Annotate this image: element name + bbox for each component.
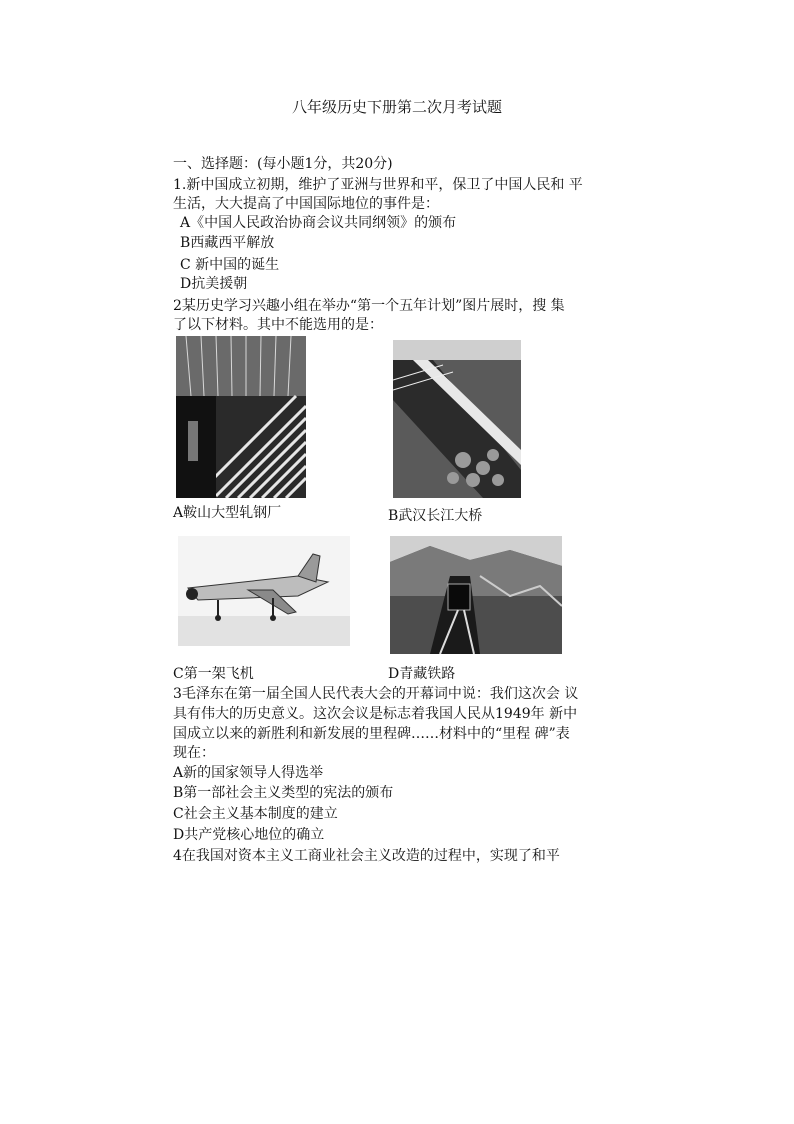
steel-mill-photo (176, 336, 306, 498)
q1-stem-line2: 生活，大大提高了中国国际地位的事件是： (173, 196, 439, 212)
q2-stem-line1: 2某历史学习兴趣小组在举办“第一个五年计划”图片展时，搜 集 (173, 298, 565, 314)
q3-stem-line1: 3毛泽东在第一届全国人民代表大会的开幕词中说：我们这次会 议 (173, 686, 579, 702)
q3-stem-line3: 国成立以来的新胜利和新发展的里程碑……材料中的“里程 碑”表 (173, 726, 570, 742)
q1-stem-line1: 1.新中国成立初期，维护了亚洲与世界和平，保卫了中国人民和 平 (173, 177, 583, 193)
q3-option-a: A新的国家领导人得选举 (173, 765, 324, 781)
q3-option-c: C社会主义基本制度的建立 (173, 806, 338, 822)
q3-option-b: B第一部社会主义类型的宪法的颁布 (173, 785, 394, 801)
q2-caption-a: A鞍山大型轧钢厂 (173, 505, 282, 521)
section-heading: 一、选择题：(每小题1分，共20分) (173, 156, 393, 172)
q3-option-d: D共产党核心地位的确立 (173, 827, 325, 843)
bridge-photo (393, 340, 521, 498)
q1-option-c: C 新中国的诞生 (180, 257, 280, 273)
q1-option-b: B西藏西平解放 (180, 235, 275, 251)
railway-photo (390, 536, 562, 654)
airplane-photo (178, 536, 350, 646)
q3-stem-line4: 现在： (173, 745, 215, 761)
q2-caption-b: B武汉长江大桥 (388, 508, 483, 524)
q2-stem-line2: 了以下材料。其中不能选用的是： (173, 317, 383, 333)
page-title: 八年级历史下册第二次月考试题 (291, 98, 502, 116)
q1-option-d: D抗美援朝 (180, 276, 248, 292)
q2-caption-c: C第一架飞机 (173, 666, 254, 682)
q2-caption-d: D青藏铁路 (388, 666, 456, 682)
q4-stem-line1: 4在我国对资本主义工商业社会主义改造的过程中，实现了和平 (173, 848, 560, 864)
q3-stem-line2: 具有伟大的历史意义。这次会议是标志着我国人民从1949年 新中 (173, 706, 578, 722)
q1-option-a: A《中国人民政治协商会议共同纲领》的颁布 (180, 215, 457, 231)
